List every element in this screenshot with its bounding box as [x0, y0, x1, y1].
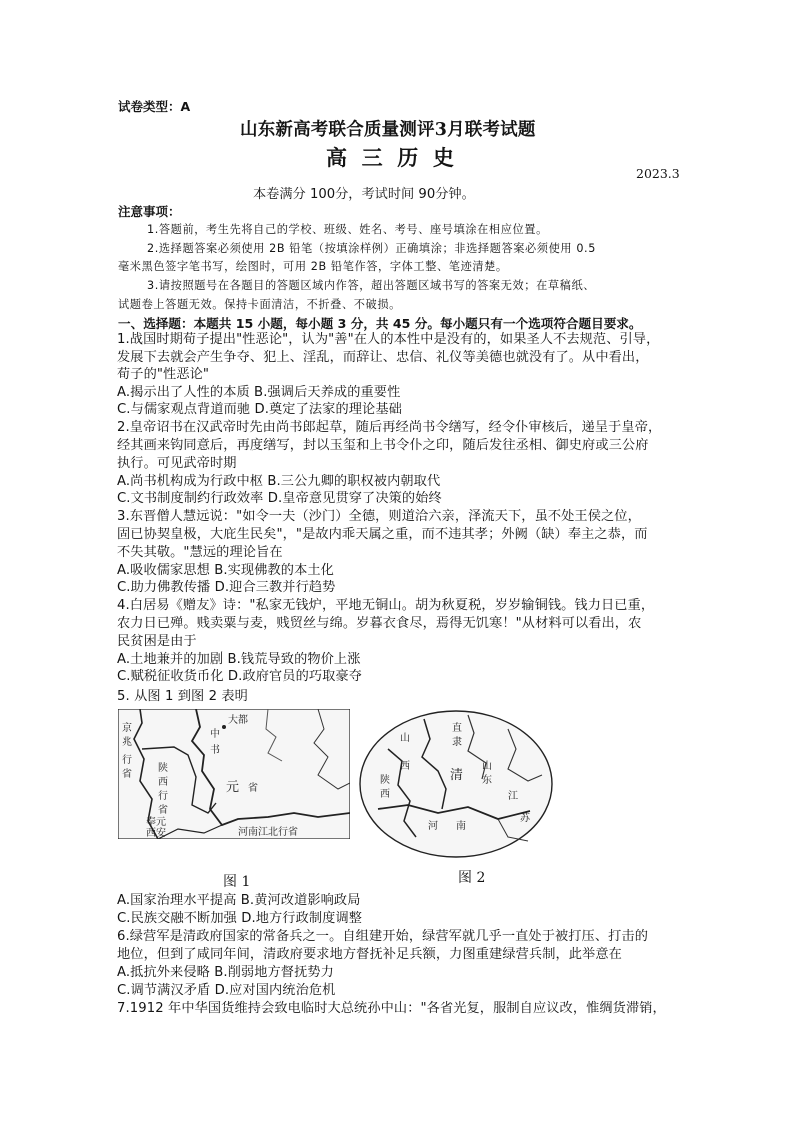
map2-label: 西: [400, 761, 410, 772]
notes-line: 试题卷上答题无效。保持卡面清洁，不折叠、不破损。: [118, 298, 401, 311]
question-6-stem: 地位，但到了咸同年间，清政府要求地方督抚补足兵额，力图重建绿营兵制，此举意在: [117, 947, 622, 962]
map2-label: 隶: [452, 737, 462, 748]
question-3-option: A.吸收儒家思想 B.实现佛教的本土化: [117, 563, 334, 578]
question-1-stem: 发展下去就会产生争夺、犯上、淫乱，而辞让、忠信、礼仪等美德也就没有了。从中看出，: [117, 350, 649, 365]
paper-type: 试卷类型：A: [118, 99, 191, 114]
question-6-stem: 6.绿营军是清政府国家的常备兵之一。自组建开始，绿营军就几乎一直处于被打压、打击的: [117, 929, 648, 944]
question-3-stem: 固已协契皇极，大庇生民矣"，"是故内乖天属之重，而不违其孝；外阙（缺）奉主之恭，而: [117, 527, 648, 542]
qing-provinces-map: [358, 709, 554, 859]
map2-label: 东: [482, 775, 492, 786]
yuan-provinces-map: [118, 709, 350, 839]
map2-label: 南: [456, 821, 466, 832]
question-2-stem: 经其画来钩同意后，再度缮写，封以玉玺和上书令仆之印，随后发往丞相、御史府或三公府: [117, 438, 649, 453]
question-3-option: C.助力佛教传播 D.迎合三教并行趋势: [117, 580, 336, 595]
map1-label: 奉元: [146, 817, 166, 828]
map2-label: 山: [482, 761, 492, 772]
map2-label: 西: [380, 789, 390, 800]
question-6-option: C.调节满汉矛盾 D.应对国内统治危机: [117, 983, 336, 998]
notes-line: 3.请按照题号在各题目的答题区域内作答，超出答题区域书写的答案无效；在草稿纸、: [147, 279, 596, 292]
map1-label: 省: [248, 783, 258, 794]
map2-label: 山: [400, 733, 410, 744]
map1-label: 中: [210, 729, 220, 740]
subject-title: 高 三 历 史: [326, 145, 454, 170]
map1-label: 省: [158, 805, 168, 816]
notes-line: 毫米黑色签字笔书写，绘图时，可用 2B 铅笔作答，字体工整、笔迹清楚。: [118, 260, 508, 273]
question-3-stem: 3.东晋僧人慧远说："如令一夫（沙门）全德，则道洽六亲，泽流天下，虽不处王侯之位，: [117, 509, 641, 524]
map1-label: 西安: [146, 828, 166, 839]
question-5-option: A.国家治理水平提高 B.黄河改道影响政局: [117, 893, 361, 908]
question-4-stem: 民贫困是由于: [117, 634, 197, 649]
question-2-option: A.尚书机构成为行政中枢 B.三公九卿的职权被内朝取代: [117, 474, 441, 489]
question-5-option: C.民族交融不断加强 D.地方行政制度调整: [117, 911, 363, 926]
map1-label: 行: [158, 791, 168, 802]
question-3-stem: 不失其敬。"慧远的理论旨在: [117, 545, 283, 560]
figure-1-caption: 图 1: [223, 874, 251, 890]
map1-label: 兆: [122, 737, 132, 748]
figure-2-caption: 图 2: [458, 870, 486, 886]
exam-info: 本卷满分 100分，考试时间 90分钟。: [253, 187, 475, 202]
map1-label: 省: [122, 769, 132, 780]
question-2-option: C.文书制度制约行政效率 D.皇帝意见贯穿了决策的始终: [117, 491, 442, 506]
question-4-stem: 农力日已殚。贱卖粟与麦，贱贸丝与绵。岁暮衣食尽，焉得无饥寒！"从材料可以看出，农: [117, 616, 642, 631]
map1-label: 陕: [158, 763, 168, 774]
exam-title: 山东新高考联合质量测评3月联考试题: [240, 120, 536, 140]
map1-label: 京: [122, 723, 132, 734]
map2-label: 江: [508, 791, 518, 802]
map2-label: 河: [428, 821, 438, 832]
notes-line: 1.答题前，考生先将自己的学校、班级、姓名、考号、座号填涂在相应位置。: [147, 223, 548, 236]
map2-label: 苏: [520, 813, 530, 824]
map1-label: 元: [226, 780, 240, 795]
exam-date: 2023.3: [636, 166, 680, 181]
question-4-stem: 4.白居易《赠友》诗："私家无钱炉，平地无铜山。胡为秋夏税，岁岁输铜钱。钱力日已重，: [117, 598, 655, 613]
question-1-stem: 荀子的"性恶论": [117, 367, 210, 382]
question-4-option: C.赋税征收货币化 D.政府官员的巧取豪夺: [117, 669, 363, 684]
notes-heading: 注意事项：: [118, 204, 181, 219]
section-heading: 一、选择题：本题共 15 小题，每小题 3 分，共 45 分。每小题只有一个选项符合题目要求。: [118, 316, 642, 331]
question-4-option: A.土地兼并的加剧 B.钱荒导致的物价上涨: [117, 652, 361, 667]
question-5-stem: 5. 从图 1 到图 2 表明: [117, 689, 248, 704]
question-2-stem: 2.皇帝诏书在汉武帝时先由尚书郎起草，随后再经尚书令缮写，经令仆审核后，递呈于皇帝，: [117, 420, 662, 435]
map1-label: 书: [210, 745, 220, 756]
notes-line: 2.选择题答案必须使用 2B 铅笔（按填涂样例）正确填涂；非选择题答案必须使用 0.5: [147, 242, 596, 255]
figure-2-map: [358, 709, 554, 859]
map2-label: 清: [450, 768, 464, 783]
figure-1-map: [118, 709, 350, 839]
question-1-option: A.揭示出了人性的本质 B.强调后天养成的重要性: [117, 385, 401, 400]
question-2-stem: 执行。可见武帝时期: [117, 456, 237, 471]
map1-label: 大都: [228, 715, 248, 726]
question-1-stem: 1.战国时期荀子提出"性恶论"，认为"善"在人的本性中是没有的，如果圣人不去规范、引导，: [117, 332, 660, 347]
map2-label: 陕: [380, 775, 390, 786]
map2-label: 直: [452, 723, 462, 734]
map1-label: 河南江北行省: [238, 827, 298, 838]
question-7-stem: 7.1912 年中华国货维持会致电临时大总统孙中山："各省光复，服制自应议改，惟绸货滞销，: [117, 1001, 666, 1016]
question-1-option: C.与儒家观点背道而驰 D.奠定了法家的理论基础: [117, 402, 402, 417]
map1-label: 行: [122, 755, 132, 766]
question-6-option: A.抵抗外来侵略 B.削弱地方督抚势力: [117, 965, 334, 980]
map1-label: 西: [158, 777, 168, 788]
